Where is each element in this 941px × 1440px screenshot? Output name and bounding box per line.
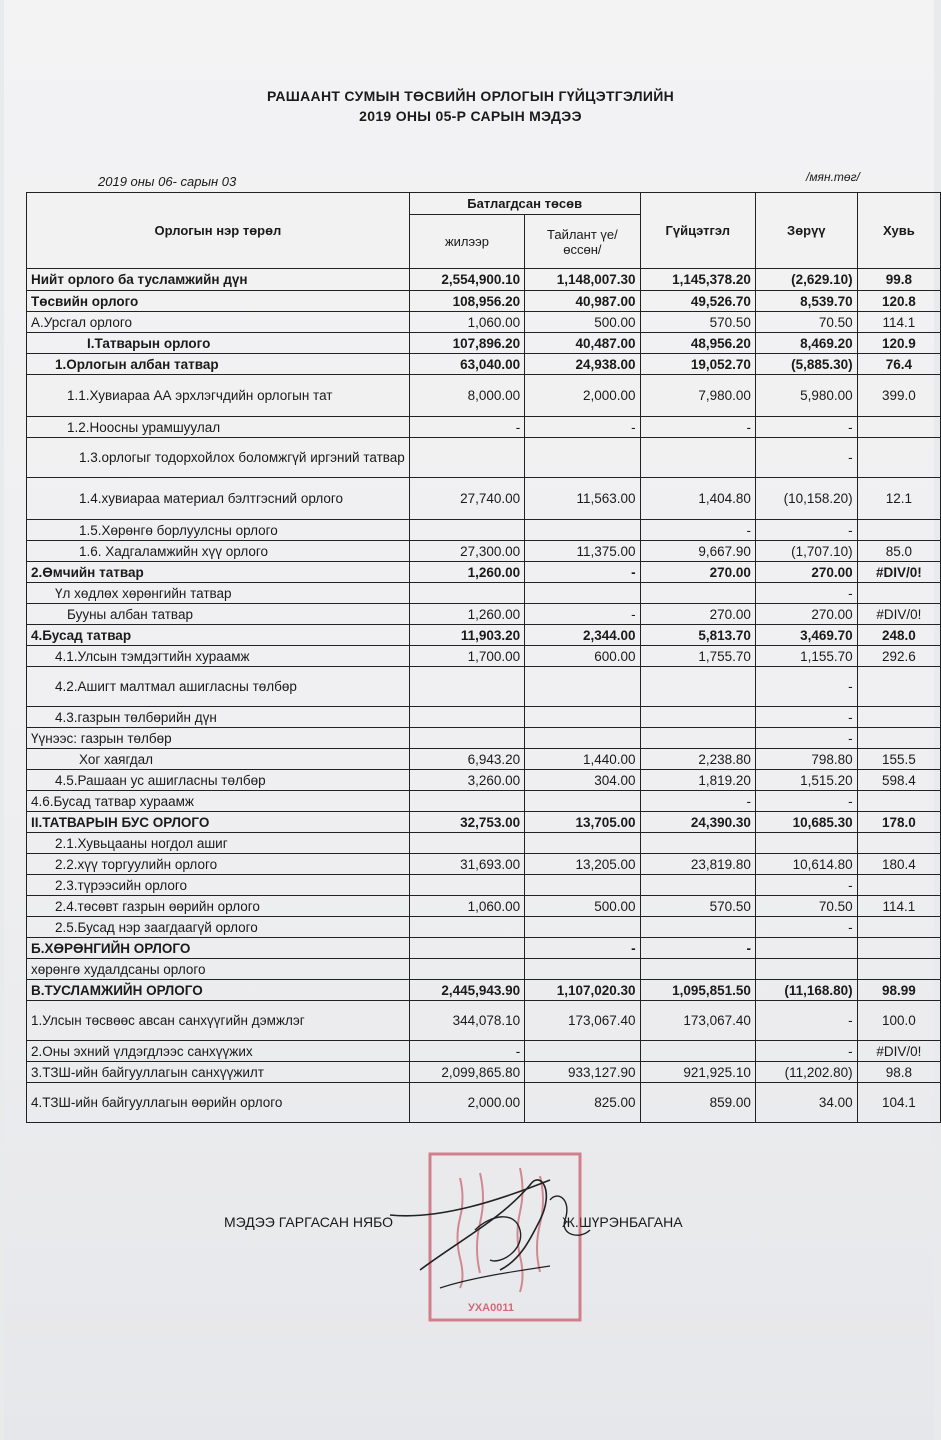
table-row — [27, 917, 941, 938]
actual-cell: - — [640, 520, 755, 541]
revenue-table — [26, 192, 941, 1123]
diff-cell: 3,469.70 — [755, 625, 857, 646]
row-name: 1.3.орлогыг тодорхойлох боломжгүй иргэний татвар — [27, 438, 410, 478]
report-cell: 40,487.00 — [525, 333, 640, 354]
actual-cell: 5,813.70 — [640, 625, 755, 646]
diff-cell: 10,614.80 — [755, 854, 857, 875]
annual-cell — [409, 875, 524, 896]
table-row — [27, 312, 941, 333]
actual-cell: 570.50 — [640, 896, 755, 917]
percent-cell: 120.9 — [857, 333, 940, 354]
row-name: В.ТУСЛАМЖИЙН ОРЛОГО — [27, 980, 410, 1001]
actual-cell — [640, 583, 755, 604]
percent-cell — [857, 917, 940, 938]
diff-cell: 270.00 — [755, 562, 857, 583]
percent-cell — [857, 583, 940, 604]
table-row — [27, 1041, 941, 1062]
annual-cell: 27,300.00 — [409, 541, 524, 562]
percent-cell — [857, 959, 940, 980]
actual-cell: 1,404.80 — [640, 478, 755, 520]
actual-cell: 173,067.40 — [640, 1001, 755, 1041]
actual-cell: 921,925.10 — [640, 1062, 755, 1083]
percent-cell: 180.4 — [857, 854, 940, 875]
actual-cell: 570.50 — [640, 312, 755, 333]
actual-cell: 19,052.70 — [640, 354, 755, 375]
diff-cell: - — [755, 438, 857, 478]
actual-cell: 1,145,378.20 — [640, 269, 755, 291]
diff-cell: 10,685.30 — [755, 812, 857, 833]
row-name: Бууны албан татвар — [27, 604, 410, 625]
percent-cell: #DIV/0! — [857, 604, 940, 625]
actual-cell: 2,238.80 — [640, 749, 755, 770]
report-cell — [525, 707, 640, 728]
row-name: хөрөнгө худалдсаны орлого — [27, 959, 410, 980]
row-name: Үл хөдлөх хөрөнгийн татвар — [27, 583, 410, 604]
report-subtitle: 2019 ОНЫ 05-Р САРЫН МЭДЭЭ — [359, 108, 582, 124]
diff-cell: 798.80 — [755, 749, 857, 770]
annual-cell: 1,260.00 — [409, 562, 524, 583]
annual-cell: 8,000.00 — [409, 375, 524, 417]
table-row — [27, 791, 941, 812]
table-row — [27, 520, 941, 541]
table-row — [27, 875, 941, 896]
report-cell — [525, 520, 640, 541]
table-row — [27, 707, 941, 728]
row-name: 2.3.түрээсийн орлого — [27, 875, 410, 896]
annual-cell — [409, 667, 524, 707]
percent-cell: 12.1 — [857, 478, 940, 520]
annual-cell — [409, 917, 524, 938]
annual-cell: - — [409, 417, 524, 438]
header-percent: Хувь — [857, 193, 940, 269]
percent-cell: 292.6 — [857, 646, 940, 667]
table-row — [27, 728, 941, 749]
annual-cell: 2,445,943.90 — [409, 980, 524, 1001]
report-cell: 500.00 — [525, 312, 640, 333]
actual-cell: 859.00 — [640, 1083, 755, 1123]
row-name: 1.5.Хөрөнгө борлуулсны орлого — [27, 520, 410, 541]
report-cell — [525, 667, 640, 707]
annual-cell: 2,000.00 — [409, 1083, 524, 1123]
diff-cell — [755, 833, 857, 854]
report-date: 2019 оны 06- сарын 03 — [98, 174, 237, 189]
signer-name: Ж.ШҮРЭНБАГАНА — [562, 1214, 683, 1230]
actual-cell: 23,819.80 — [640, 854, 755, 875]
annual-cell: 1,060.00 — [409, 312, 524, 333]
percent-cell — [857, 417, 940, 438]
report-cell: 825.00 — [525, 1083, 640, 1123]
diff-cell: - — [755, 875, 857, 896]
diff-cell: - — [755, 1041, 857, 1062]
diff-cell: 1,155.70 — [755, 646, 857, 667]
percent-cell — [857, 875, 940, 896]
annual-cell: 108,956.20 — [409, 291, 524, 312]
report-cell: 13,205.00 — [525, 854, 640, 875]
annual-cell — [409, 728, 524, 749]
header-approved: Батлагдсан төсөв — [409, 193, 640, 215]
diff-cell: 34.00 — [755, 1083, 857, 1123]
diff-cell: - — [755, 917, 857, 938]
report-cell: 40,987.00 — [525, 291, 640, 312]
report-cell: 1,148,007.30 — [525, 269, 640, 291]
annual-cell — [409, 520, 524, 541]
percent-cell: 114.1 — [857, 312, 940, 333]
report-cell — [525, 728, 640, 749]
diff-cell: (11,202.80) — [755, 1062, 857, 1083]
percent-cell — [857, 667, 940, 707]
table-row — [27, 333, 941, 354]
report-cell: 11,563.00 — [525, 478, 640, 520]
row-name: Хог хаягдал — [27, 749, 410, 770]
percent-cell — [857, 728, 940, 749]
table-row — [27, 854, 941, 875]
diff-cell: 8,469.20 — [755, 333, 857, 354]
report-cell: 2,344.00 — [525, 625, 640, 646]
actual-cell — [640, 833, 755, 854]
row-name: 4.1.Улсын тэмдэгтийн хураамж — [27, 646, 410, 667]
row-name: 3.ТЗШ-ийн байгууллагын санхүүжилт — [27, 1062, 410, 1083]
actual-cell — [640, 667, 755, 707]
row-name: Төсвийн орлого — [27, 291, 410, 312]
actual-cell: - — [640, 417, 755, 438]
actual-cell — [640, 728, 755, 749]
percent-cell — [857, 833, 940, 854]
report-cell: - — [525, 417, 640, 438]
actual-cell — [640, 438, 755, 478]
percent-cell — [857, 438, 940, 478]
diff-cell: 5,980.00 — [755, 375, 857, 417]
actual-cell: - — [640, 938, 755, 959]
actual-cell: 7,980.00 — [640, 375, 755, 417]
annual-cell: 11,903.20 — [409, 625, 524, 646]
row-name: 2.2.хүү торгуулийн орлого — [27, 854, 410, 875]
annual-cell: 32,753.00 — [409, 812, 524, 833]
percent-cell — [857, 520, 940, 541]
annual-cell: 63,040.00 — [409, 354, 524, 375]
actual-cell — [640, 1041, 755, 1062]
diff-cell: - — [755, 583, 857, 604]
report-cell: 500.00 — [525, 896, 640, 917]
table-row — [27, 625, 941, 646]
report-cell: - — [525, 938, 640, 959]
percent-cell: 104.1 — [857, 1083, 940, 1123]
report-cell: 13,705.00 — [525, 812, 640, 833]
table-row — [27, 417, 941, 438]
row-name: 1.1.Хувиараа АА эрхлэгчдийн орлогын тат — [27, 375, 410, 417]
handwritten-signature — [380, 1160, 610, 1300]
diff-cell — [755, 938, 857, 959]
table-row — [27, 667, 941, 707]
percent-cell: 248.0 — [857, 625, 940, 646]
percent-cell: 114.1 — [857, 896, 940, 917]
diff-cell: - — [755, 667, 857, 707]
report-cell: 304.00 — [525, 770, 640, 791]
table-row — [27, 291, 941, 312]
percent-cell: 85.0 — [857, 541, 940, 562]
percent-cell: #DIV/0! — [857, 1041, 940, 1062]
table-row — [27, 541, 941, 562]
diff-cell: - — [755, 707, 857, 728]
annual-cell: 2,099,865.80 — [409, 1062, 524, 1083]
actual-cell: 1,755.70 — [640, 646, 755, 667]
table-row — [27, 375, 941, 417]
percent-cell — [857, 791, 940, 812]
row-name: 4.Бусад татвар — [27, 625, 410, 646]
report-cell: 11,375.00 — [525, 541, 640, 562]
percent-cell: 99.8 — [857, 269, 940, 291]
actual-cell — [640, 959, 755, 980]
actual-cell: 49,526.70 — [640, 291, 755, 312]
row-name: 4.5.Рашаан ус ашигласны төлбөр — [27, 770, 410, 791]
diff-cell: (10,158.20) — [755, 478, 857, 520]
actual-cell: 270.00 — [640, 604, 755, 625]
percent-cell: 399.0 — [857, 375, 940, 417]
annual-cell — [409, 707, 524, 728]
report-title: РАШААНТ СУМЫН ТӨСВИЙН ОРЛОГЫН ГҮЙЦЭТГЭЛИЙН — [266, 88, 675, 104]
row-name: 1.Улсын төсвөөс авсан санхүүгийн дэмжлэг — [27, 1001, 410, 1041]
report-cell — [525, 438, 640, 478]
diff-cell: 8,539.70 — [755, 291, 857, 312]
report-cell — [525, 583, 640, 604]
report-cell: 600.00 — [525, 646, 640, 667]
percent-cell: #DIV/0! — [857, 562, 940, 583]
percent-cell: 598.4 — [857, 770, 940, 791]
row-name: 2.1.Хувьцааны ногдол ашиг — [27, 833, 410, 854]
table-row — [27, 1083, 941, 1123]
row-name: Нийт орлого ба тусламжийн дүн — [27, 269, 410, 291]
table-row — [27, 938, 941, 959]
row-name: 2.Өмчийн татвар — [27, 562, 410, 583]
report-cell — [525, 959, 640, 980]
report-cell: 2,000.00 — [525, 375, 640, 417]
actual-cell — [640, 707, 755, 728]
row-name: I.Татварын орлого — [27, 333, 410, 354]
row-name: Үүнээс: газрын төлбөр — [27, 728, 410, 749]
diff-cell: 70.50 — [755, 312, 857, 333]
actual-cell: 48,956.20 — [640, 333, 755, 354]
report-cell: 24,938.00 — [525, 354, 640, 375]
row-name: 4.2.Ашигт малтмал ашигласны төлбөр — [27, 667, 410, 707]
percent-cell: 98.99 — [857, 980, 940, 1001]
table-row — [27, 1062, 941, 1083]
table-row — [27, 583, 941, 604]
row-name: II.ТАТВАРЫН БУС ОРЛОГО — [27, 812, 410, 833]
header-name: Орлогын нэр төрөл — [27, 193, 410, 269]
actual-cell — [640, 875, 755, 896]
table-row — [27, 604, 941, 625]
report-cell: 1,440.00 — [525, 749, 640, 770]
diff-cell: 270.00 — [755, 604, 857, 625]
diff-cell: - — [755, 1001, 857, 1041]
annual-cell: - — [409, 1041, 524, 1062]
annual-cell — [409, 959, 524, 980]
report-cell: - — [525, 562, 640, 583]
report-cell: - — [525, 604, 640, 625]
report-cell: 1,107,020.30 — [525, 980, 640, 1001]
actual-cell: - — [640, 791, 755, 812]
annual-cell: 3,260.00 — [409, 770, 524, 791]
actual-cell: 270.00 — [640, 562, 755, 583]
percent-cell: 98.8 — [857, 1062, 940, 1083]
annual-cell: 6,943.20 — [409, 749, 524, 770]
report-cell: 173,067.40 — [525, 1001, 640, 1041]
row-name: 2.Оны эхний үлдэгдлээс санхүүжих — [27, 1041, 410, 1062]
stamp-code: УХА0011 — [468, 1302, 514, 1314]
actual-cell: 1,819.20 — [640, 770, 755, 791]
diff-cell: 1,515.20 — [755, 770, 857, 791]
table-row — [27, 980, 941, 1001]
percent-cell: 178.0 — [857, 812, 940, 833]
table-row — [27, 1001, 941, 1041]
table-row — [27, 833, 941, 854]
percent-cell: 120.8 — [857, 291, 940, 312]
diff-cell: (5,885.30) — [755, 354, 857, 375]
diff-cell: - — [755, 417, 857, 438]
percent-cell: 100.0 — [857, 1001, 940, 1041]
header-actual: Гүйцэтгэл — [640, 193, 755, 269]
report-cell — [525, 875, 640, 896]
table-row — [27, 438, 941, 478]
diff-cell: (2,629.10) — [755, 269, 857, 291]
actual-cell — [640, 917, 755, 938]
row-name: Б.ХӨРӨНГИЙН ОРЛОГО — [27, 938, 410, 959]
annual-cell — [409, 833, 524, 854]
table-row — [27, 896, 941, 917]
header-annual: жилээр — [409, 215, 524, 269]
report-cell: 933,127.90 — [525, 1062, 640, 1083]
report-cell — [525, 917, 640, 938]
actual-cell: 24,390.30 — [640, 812, 755, 833]
row-name: 1.6. Хадгаламжийн хүү орлого — [27, 541, 410, 562]
annual-cell: 1,060.00 — [409, 896, 524, 917]
annual-cell: 344,078.10 — [409, 1001, 524, 1041]
table-row — [27, 812, 941, 833]
footer-label: МЭДЭЭ ГАРГАСАН НЯБО — [224, 1214, 394, 1230]
annual-cell: 27,740.00 — [409, 478, 524, 520]
actual-cell: 1,095,851.50 — [640, 980, 755, 1001]
row-name: 1.Орлогын албан татвар — [27, 354, 410, 375]
percent-cell — [857, 938, 940, 959]
table-row — [27, 562, 941, 583]
header-report: Тайлант үе/өссөн/ — [525, 215, 640, 269]
row-name: 4.6.Бусад татвар хураамж — [27, 791, 410, 812]
report-cell — [525, 1041, 640, 1062]
table-row — [27, 749, 941, 770]
diff-cell: - — [755, 728, 857, 749]
table-row — [27, 646, 941, 667]
row-name: А.Урсгал орлого — [27, 312, 410, 333]
annual-cell — [409, 938, 524, 959]
percent-cell: 76.4 — [857, 354, 940, 375]
table-row — [27, 959, 941, 980]
annual-cell — [409, 438, 524, 478]
report-cell — [525, 833, 640, 854]
table-row — [27, 478, 941, 520]
percent-cell: 155.5 — [857, 749, 940, 770]
annual-cell: 107,896.20 — [409, 333, 524, 354]
row-name: 4.ТЗШ-ийн байгууллагын өөрийн орлого — [27, 1083, 410, 1123]
annual-cell — [409, 791, 524, 812]
annual-cell: 31,693.00 — [409, 854, 524, 875]
annual-cell: 1,700.00 — [409, 646, 524, 667]
row-name: 2.4.төсөвт газрын өөрийн орлого — [27, 896, 410, 917]
row-name: 1.4.хувиараа материал бэлтгэсний орлого — [27, 478, 410, 520]
table-row — [27, 770, 941, 791]
unit-label: /мян.төг/ — [806, 170, 860, 184]
header-diff: Зөрүү — [755, 193, 857, 269]
row-name: 4.3.газрын төлбөрийн дүн — [27, 707, 410, 728]
diff-cell: (1,707.10) — [755, 541, 857, 562]
actual-cell: 9,667.90 — [640, 541, 755, 562]
percent-cell — [857, 707, 940, 728]
report-cell — [525, 791, 640, 812]
diff-cell: 70.50 — [755, 896, 857, 917]
row-name: 1.2.Ноосны урамшуулал — [27, 417, 410, 438]
row-name: 2.5.Бусад нэр заагдаагүй орлого — [27, 917, 410, 938]
annual-cell: 1,260.00 — [409, 604, 524, 625]
diff-cell: - — [755, 520, 857, 541]
diff-cell — [755, 959, 857, 980]
table-row — [27, 269, 941, 291]
annual-cell: 2,554,900.10 — [409, 269, 524, 291]
diff-cell: (11,168.80) — [755, 980, 857, 1001]
annual-cell — [409, 583, 524, 604]
diff-cell: - — [755, 791, 857, 812]
table-row — [27, 354, 941, 375]
